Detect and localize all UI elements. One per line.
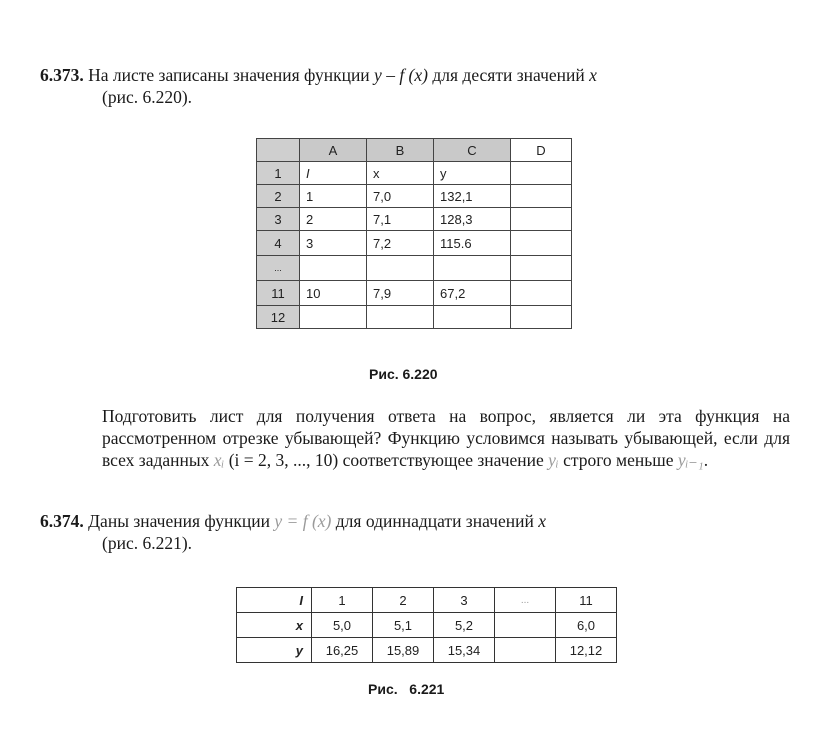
cell [367,256,434,281]
cell [511,185,572,208]
row-number: 2 [257,185,300,208]
problem-6374 [40,510,788,554]
cell: 6,0 [556,613,617,638]
yi-prev-symbol: yᵢ₋₁ [677,450,704,470]
cell: 5,0 [312,613,373,638]
variable-x: x [538,511,546,531]
ellipsis-cell: ... [495,588,556,613]
cell [300,256,367,281]
cell: 7,1 [367,208,434,231]
cell: 16,25 [312,638,373,663]
row-number: 4 [257,231,300,256]
row-label: x [237,613,312,638]
problem-text: На листе записаны значения функции [88,65,375,85]
task-text-4: . [703,450,709,470]
problem-6373 [40,64,788,108]
problem-text-cont: для десяти значений [427,65,590,85]
cell: 10 [300,281,367,306]
task-text-2: (i = 2, 3, ..., 10) соответствующее значение [224,450,549,470]
function-formula: y – f (x) [374,65,428,85]
cell: 5,1 [373,613,434,638]
problem-number: 6.373. [40,65,84,85]
xi-symbol: xᵢ [213,450,225,470]
cell: 1 [312,588,373,613]
cell: 7,2 [367,231,434,256]
cell: 128,3 [434,208,511,231]
variable-x: x [589,65,597,85]
problem-number: 6.374. [40,511,84,531]
row-number: ... [257,256,300,281]
cell [511,281,572,306]
problem-text: Даны значения функции [88,511,275,531]
task-text: Подготовить лист для получения ответа на вопрос, является ли эта функция на рассмотренном отрезке убывающей? Функцию условимся называть убывающей, если для всех заданных [102,406,790,470]
cell [434,306,511,329]
cell [511,208,572,231]
cell: 7,9 [367,281,434,306]
figure-ref: (рис. 6.220). [102,87,193,107]
cell: 11 [556,588,617,613]
cell: 7,0 [367,185,434,208]
row-number: 3 [257,208,300,231]
column-header-c: C [434,139,511,162]
cell: 132,1 [434,185,511,208]
figure-caption: Рис. 6.221 [368,681,445,697]
row-number: 11 [257,281,300,306]
cell [511,162,572,185]
cell: 2 [300,208,367,231]
column-header-d: D [511,139,572,162]
values-table [236,587,617,663]
cell: 5,2 [434,613,495,638]
spreadsheet-figure [256,138,572,329]
cell: 115.6 [434,231,511,256]
cell: 12,12 [556,638,617,663]
corner-cell [257,139,300,162]
column-header-b: B [367,139,434,162]
cell: 1 [300,185,367,208]
problem-text-cont: для одиннадцати значений [331,511,539,531]
cell: 2 [373,588,434,613]
cell: 15,89 [373,638,434,663]
figure-ref: (рис. 6.221). [102,533,193,553]
cell [300,306,367,329]
cell [434,256,511,281]
cell: 3 [434,588,495,613]
row-number: 1 [257,162,300,185]
cell [511,231,572,256]
problem-6373-task [102,405,790,471]
cell [511,256,572,281]
cell: 15,34 [434,638,495,663]
ellipsis-cell [495,613,556,638]
cell: y [434,162,511,185]
row-label: y [237,638,312,663]
cell [511,306,572,329]
cell: x [367,162,434,185]
cell: 3 [300,231,367,256]
ellipsis-cell [495,638,556,663]
cell: I [300,162,367,185]
figure-caption: Рис. 6.220 [369,366,438,382]
row-label: I [237,588,312,613]
function-formula: y = f (x) [274,511,332,531]
task-text-3: строго меньше [558,450,678,470]
cell [367,306,434,329]
row-number: 12 [257,306,300,329]
yi-symbol: yᵢ [548,450,559,470]
cell: 67,2 [434,281,511,306]
column-header-a: A [300,139,367,162]
